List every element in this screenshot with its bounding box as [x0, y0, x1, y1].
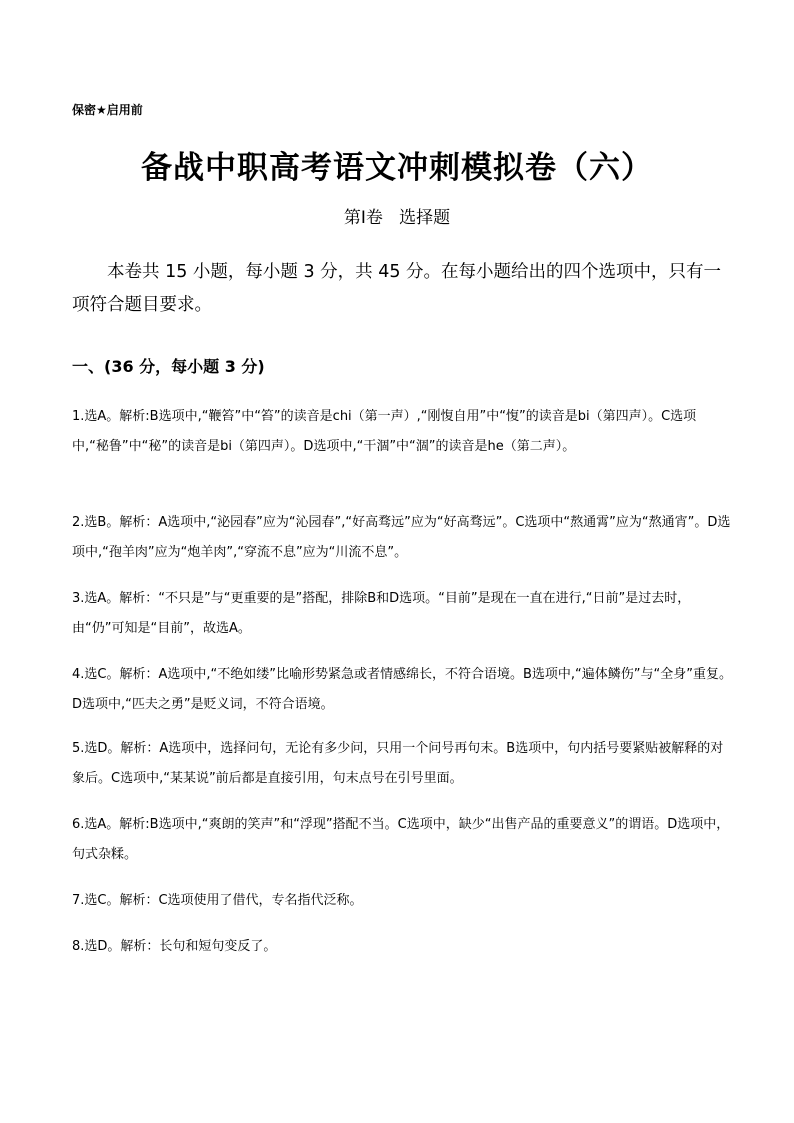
- answer-item-5: 5.选D。解析：A选项中，选择问句，无论有多少问，只用一个问号再句末。B选项中，句内括号要紧贴被解释的对象后。C选项中,“某某说”前后都是直接引用，句末点号在引号里面。: [72, 741, 724, 786]
- confidential-label: 保密★启用前: [72, 103, 143, 117]
- answer-item-1: 1.选A。解析:B选项中,“鞭笞”中“笞”的读音是chi（第一声）,“刚愎自用”中“愎”的读音是bi（第四声）。C选项中,“秘鲁”中“秘”的读音是bi（第四声）。D选项中,“干涸”中“涸”的读音是he（第二声）。: [72, 409, 697, 454]
- section-title: 一、(36 分，每小题 3 分): [72, 357, 265, 376]
- answer-item-3: 3.选A。解析：“不只是”与“更重要的是”搭配，排除B和D选项。“目前”是现在一直在进行,“日前”是过去时，由“仍”可知是“目前”，故选A。: [72, 591, 691, 636]
- answer-item-6: 6.选A。解析:B选项中,“爽朗的笑声”和“浮现”搭配不当。C选项中，缺少“出售产品的重要意义”的谓语。D选项中，句式杂糅。: [72, 817, 730, 862]
- answer-item-2: 2.选B。解析：A选项中,“泌园春”应为“沁园春”,“好高骛远”应为“好高骛远”。C选项中“熬通霄”应为“熬通宵”。D选项中,“孢羊肉”应为“炮羊肉”,“穿流不息”应为“川流不息”。: [72, 515, 731, 560]
- answer-item-8: 8.选D。解析：长句和短句变反了。: [72, 939, 277, 954]
- intro-paragraph: 本卷共 15 小题，每小题 3 分，共 45 分。在每小题给出的四个选项中，只有一项符合题目要求。: [72, 262, 722, 315]
- answer-item-4: 4.选C。解析：A选项中,“不绝如缕”比喻形势紧急或者情感绵长，不符合语境。B选项中,“遍体鳞伤”与“全身”重复。D选项中,“匹夫之勇”是贬义词，不符合语境。: [72, 667, 732, 712]
- volume-subtitle: 第Ⅰ卷 选择题: [343, 208, 451, 228]
- page-title: 备战中职高考语文冲刺模拟卷（六）: [141, 150, 653, 186]
- answer-item-7: 7.选C。解析：C选项使用了借代，专名指代泛称。: [72, 893, 363, 908]
